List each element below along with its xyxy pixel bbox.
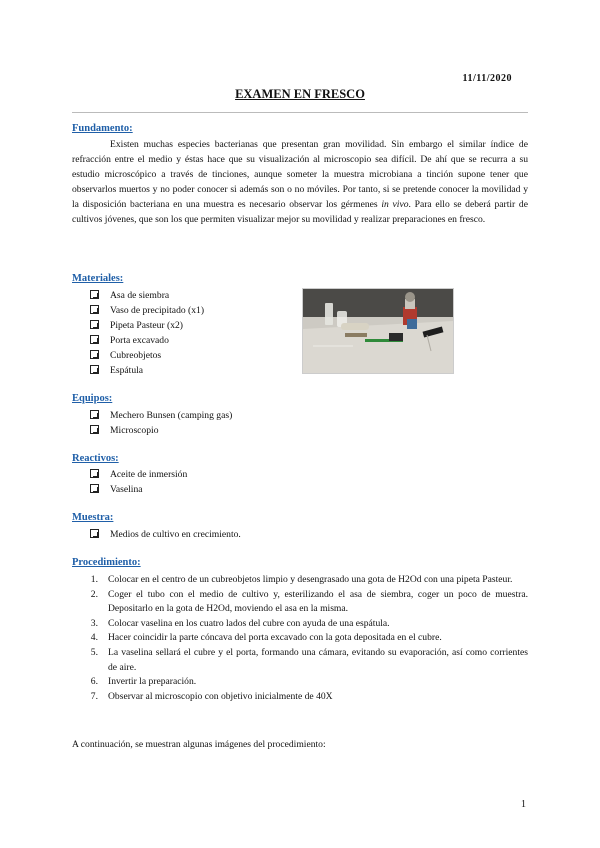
document-date: 11/11/2020: [462, 73, 512, 84]
checkbox-bullet-icon: [90, 484, 99, 493]
fundamento-text-italic: in vivo: [381, 199, 409, 210]
list-item: Porta excavado: [90, 333, 204, 348]
checkbox-bullet-icon: [90, 425, 99, 434]
step-item: 3. Colocar vaselina en los cuatro lados del cubre con ayuda de una espátula.: [90, 617, 390, 629]
checkbox-bullet-icon: [90, 410, 99, 419]
closing-sentence: A continuación, se muestran algunas imágenes del procedimiento:: [72, 739, 326, 750]
list-item: Mechero Bunsen (camping gas): [90, 408, 232, 423]
page-number: 1: [521, 799, 526, 810]
heading-fundamento: Fundamento:: [72, 123, 133, 134]
step-item: 7. Observar al microscopio con objetivo inicialmente de 40X: [90, 690, 333, 702]
step-item: 6. Invertir la preparación.: [90, 676, 197, 688]
list-item: Aceite de inmersión: [90, 467, 187, 482]
muestra-list: [90, 527, 241, 542]
reactivos-list: [90, 467, 187, 497]
equipos-list: [90, 408, 232, 438]
step-item: 4. Hacer coincidir la parte cóncava del porta excavado con la gota depositada en el cubre.: [90, 632, 442, 644]
checkbox-bullet-icon: [90, 350, 99, 359]
step-item: 1. Colocar en el centro de un cubreobjetos limpio y desengrasado una gota de H2Od con una pipeta Pasteur.: [90, 574, 513, 585]
checkbox-bullet-icon: [90, 365, 99, 374]
heading-equipos: Equipos:: [72, 393, 113, 404]
fundamento-text-part-1: Existen muchas especies bacterianas que presentan gran movilidad. Sin embargo el similar índice de refracción entre el medio y éstas hace que su visualización al microscopio sea difícil. De ahí que se recurra a su estudio microscópico a través de tinciones, aunque someter la muestra microbiana a tinción supone tener que observarlos muertos y no poder conocer si además son o no móviles. Por tanto, si se pretende conocer la movilidad y la disposición bacteriana en una muestra es necesario observar los gérmenes: [72, 139, 528, 210]
checkbox-bullet-icon: [90, 335, 99, 344]
list-item: Microscopio: [90, 423, 232, 438]
page-title: EXAMEN EN FRESCO: [235, 87, 365, 101]
checkbox-bullet-icon: [90, 290, 99, 299]
step-item: 2. Coger el tubo con el medio de cultivo y, esterilizando el asa de siembra, coger un poco de muestra. Depositarlo en la gota de H2Od, moviendo el asa en la misma.: [90, 588, 528, 615]
list-item: Vaselina: [90, 482, 187, 497]
title-divider: [72, 112, 528, 113]
list-item: Asa de siembra: [90, 288, 204, 303]
checkbox-bullet-icon: [90, 320, 99, 329]
fundamento-text-part-2: . Para ello se deberá partir de cultivos jóvenes, que son los que permiten visualizar mejor su movilidad y realizar preparaciones en fresco.: [72, 199, 528, 225]
list-item: Cubreobjetos: [90, 348, 204, 363]
step-item: 5. La vaselina sellará el cubre y el porta, formando una cámara, evitando su evaporación, así como corrientes de aire.: [90, 646, 528, 673]
checkbox-bullet-icon: [90, 529, 99, 538]
heading-muestra: Muestra:: [72, 512, 114, 523]
list-item: Medios de cultivo en crecimiento.: [90, 527, 241, 542]
materiales-list: [90, 288, 204, 378]
heading-materiales: Materiales:: [72, 273, 124, 284]
heading-procedimiento: Procedimiento:: [72, 557, 141, 568]
checkbox-bullet-icon: [90, 469, 99, 478]
heading-reactivos: Reactivos:: [72, 453, 119, 464]
list-item: Vaso de precipitado (x1): [90, 303, 204, 318]
list-item: Pipeta Pasteur (x2): [90, 318, 204, 333]
list-item: Espátula: [90, 363, 204, 378]
procedimiento-steps: [72, 573, 528, 704]
checkbox-bullet-icon: [90, 305, 99, 314]
materials-photo-drawing: [303, 289, 453, 373]
materials-photo: [302, 288, 454, 374]
fundamento-paragraph: [72, 137, 528, 227]
